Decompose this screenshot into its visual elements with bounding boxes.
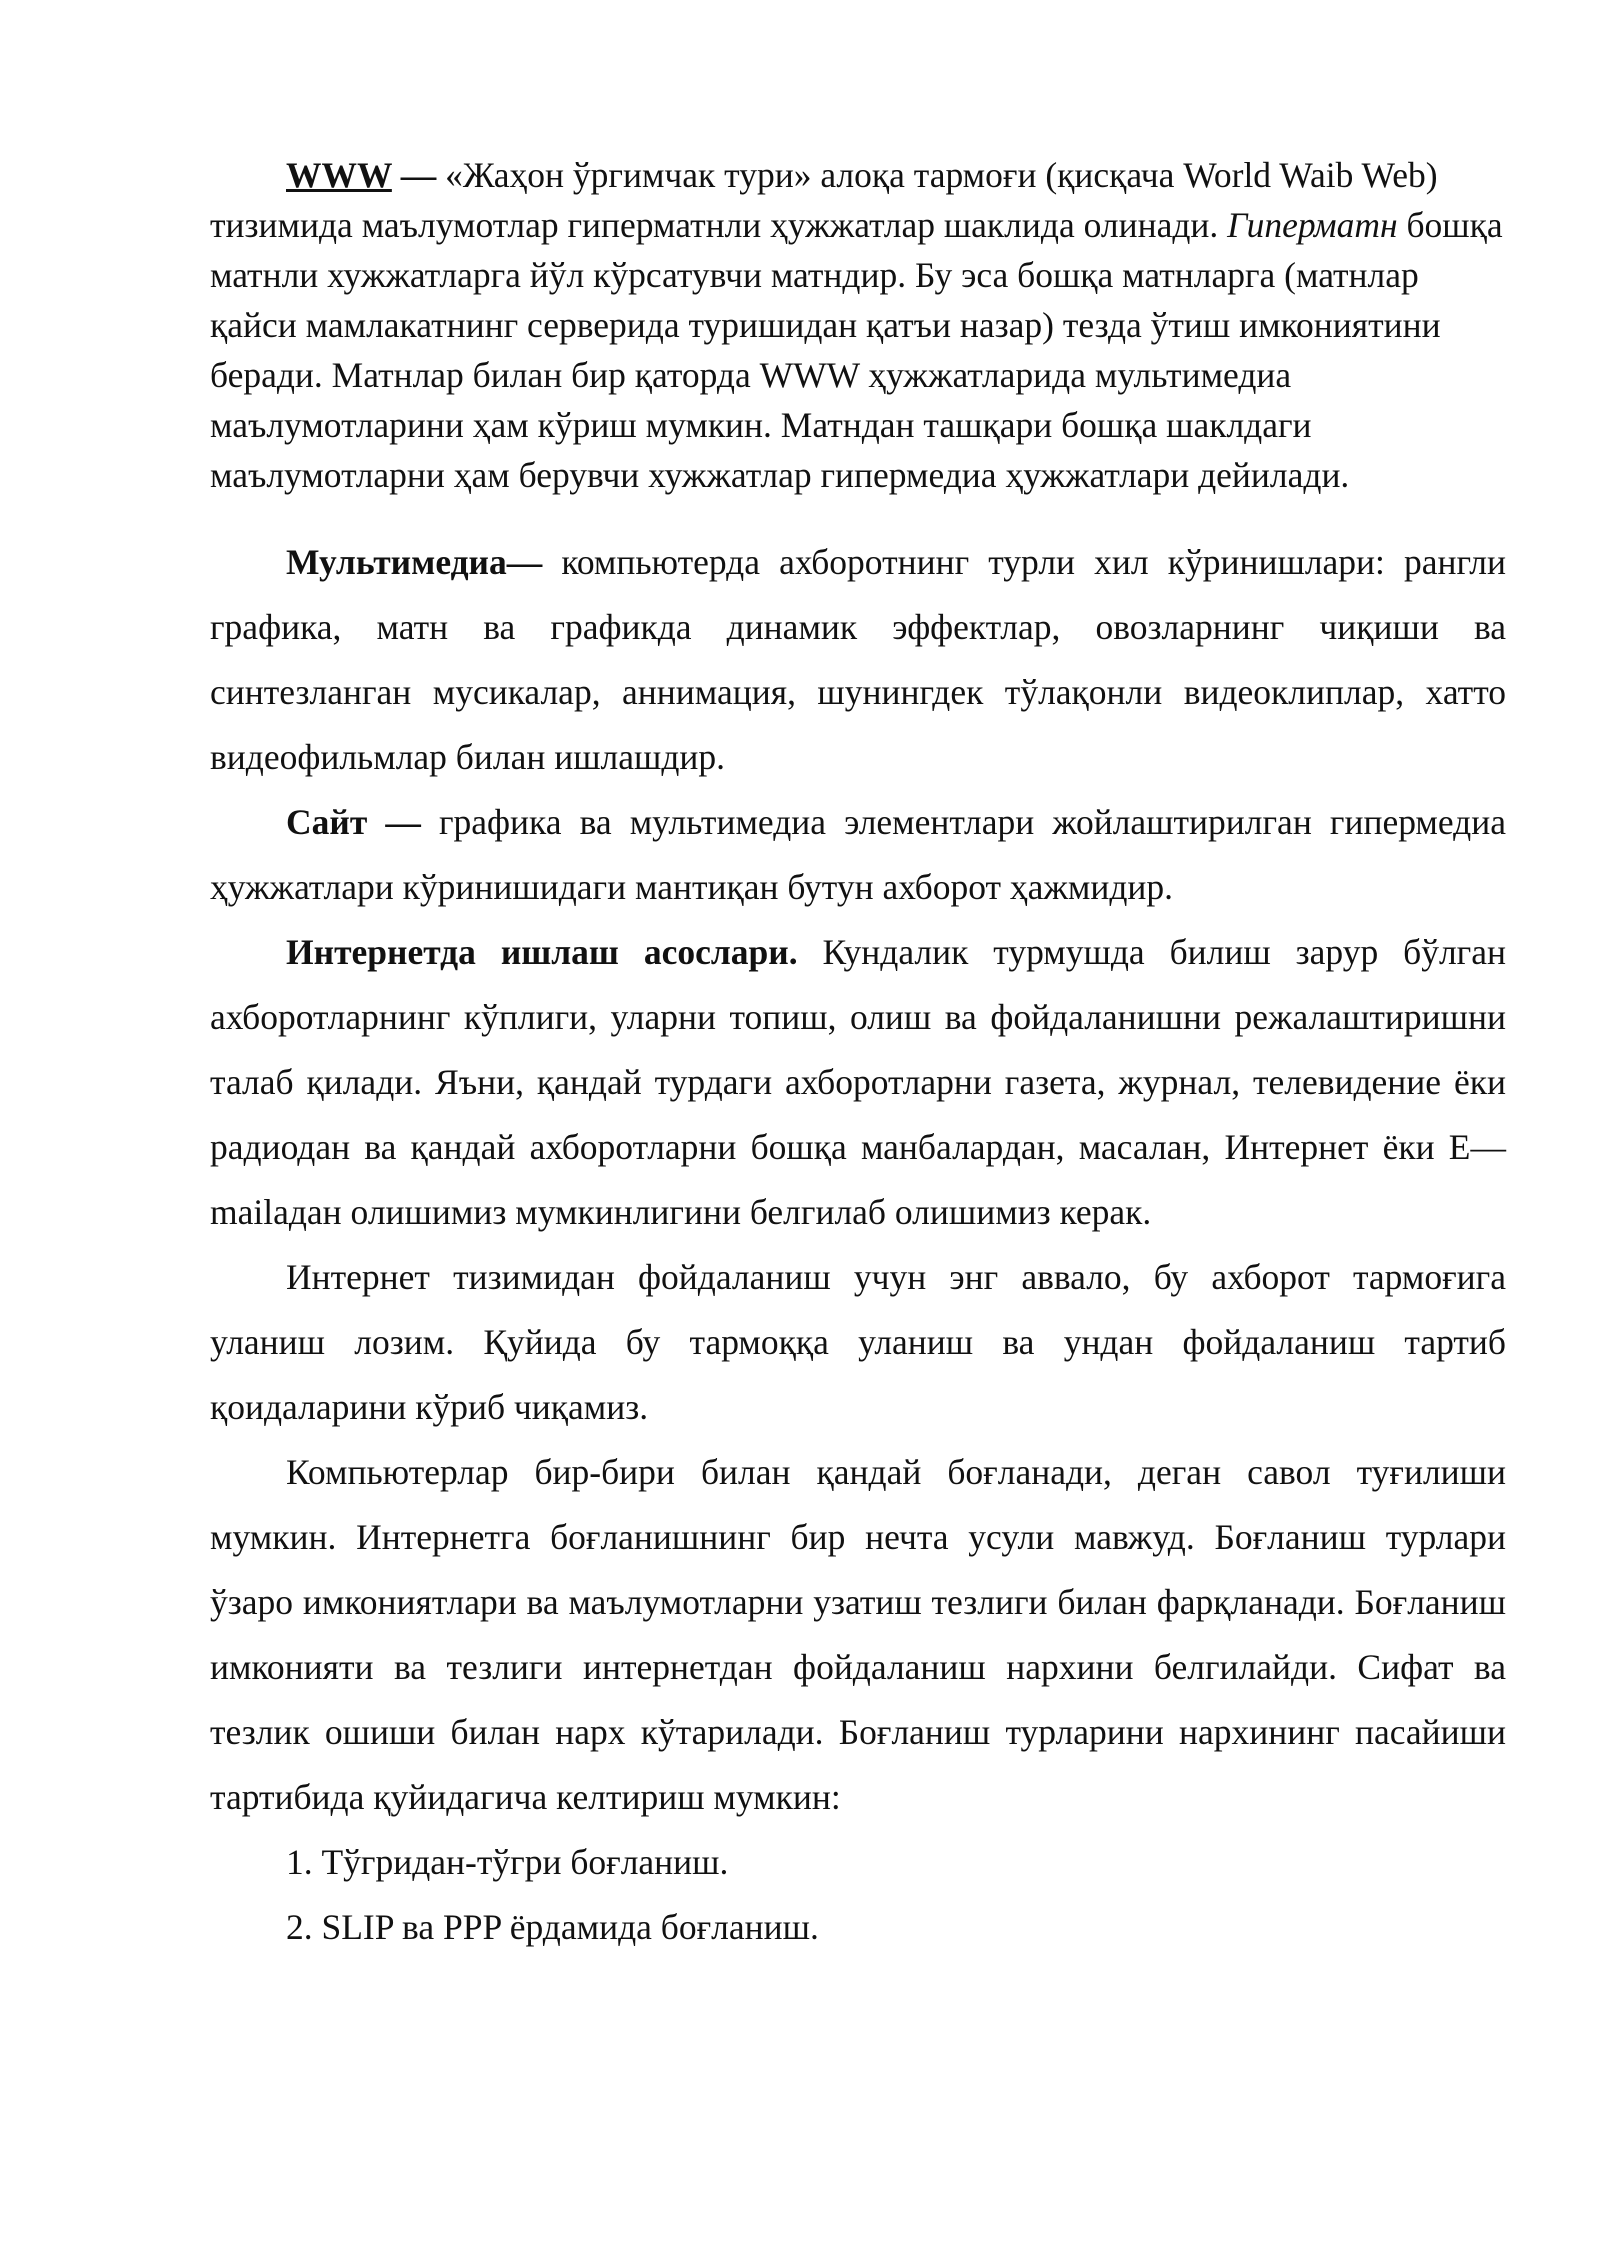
paragraph-text: бошқа матнли хужжатларга йўл кўрсатувчи матндир. Бу эса бошқа матнларга (матнлар қайси мамлакатнинг серверида туришидан қатъи назар) тезда ўтиш имкониятини беради. Матнлар билан бир қаторда WWW ҳужжатларида мультимедиа маълумотларини ҳам кўриш мумкин. Матндан ташқари бошқа шаклдаги маълумотларни ҳам берувчи хужжатлар гипермедиа ҳужжатлари дейилади. [210, 205, 1503, 495]
term-www: WWW [286, 155, 392, 195]
paragraph-text: «Жаҳон ўргимчак тури» алоқа тармоғи (қисқача World Waib Web) тизимида маълумотлар гиперматнли ҳужжатлар шаклида олинади. [210, 155, 1438, 245]
paragraph-text: компьютерда ахборотнинг турли хил кўринишлари: рангли графика, матн ва графикда динамик эффектлар, овозларнинг чиқиши ва синтезланган мусикалар, аннимация, шунингдек тўлақонли видеоклиплар, хатто видеофильмлар билан ишлашдир. [210, 542, 1506, 777]
paragraph-www [210, 150, 1506, 500]
paragraph-text: графика ва мультимедиа элементлари жойлаштирилган гипермедиа ҳужжатлари кўринишидаги мантиқан бутун ахборот ҳажмидир. [210, 802, 1506, 907]
paragraph-connection: Интернет тизимидан фойдаланиш учун энг аввало, бу ахборот тармоғига уланиш лозим. Қуйида бу тармоққа уланиш ва ундан фойдаланиш тартиб қоидаларини кўриб чиқамиз. [210, 1257, 1506, 1427]
document-page [210, 150, 1506, 1960]
term-internet-basics: Интернетда ишлаш асослари. [286, 932, 798, 972]
paragraph-multimedia [210, 530, 1506, 790]
list-item: 1. Тўгридан-тўгри боғланиш. [286, 1842, 729, 1882]
term-site: Сайт — [286, 802, 421, 842]
term-multimedia: Мультимедиа— [286, 542, 543, 582]
term-dash: — [391, 155, 446, 195]
list-item: 2. SLIP ва PPP ёрдамида боғланиш. [286, 1907, 819, 1947]
paragraph-text: Кундалик турмушда билиш зарур бўлган ахборотларнинг кўплиги, уларни топиш, олиш ва фойдаланишни режалаштиришни талаб қилади. Яъни, қандай турдаги ахборотларни газета, журнал, телевидение ёки радиодан ва қандай ахборотларни бошқа манбалардан, масалан, Интернет ёки E—mailадан олишимиз мумкинлигини белгилаб олишимиз керак. [210, 932, 1506, 1232]
paragraph-internet-basics [210, 920, 1506, 1245]
paragraph-site [210, 790, 1506, 920]
paragraph-connection-types: Компьютерлар бир-бири билан қандай боғланади, деган савол туғилиши мумкин. Интернетга боғланишнинг бир нечта усули мавжуд. Боғланиш турлари ўзаро имкониятлари ва маълумотларни узатиш тезлиги билан фарқланади. Боғланиш имконияти ва тезлиги интернетдан фойдаланиш нархини белгилайди. Сифат ва тезлик ошиши билан нарх кўтарилади. Боғланиш турларини нархининг пасайиши тартибида қуйидагича келтириш мумкин: [210, 1452, 1506, 1817]
term-hypertext: Гиперматн [1227, 205, 1398, 245]
